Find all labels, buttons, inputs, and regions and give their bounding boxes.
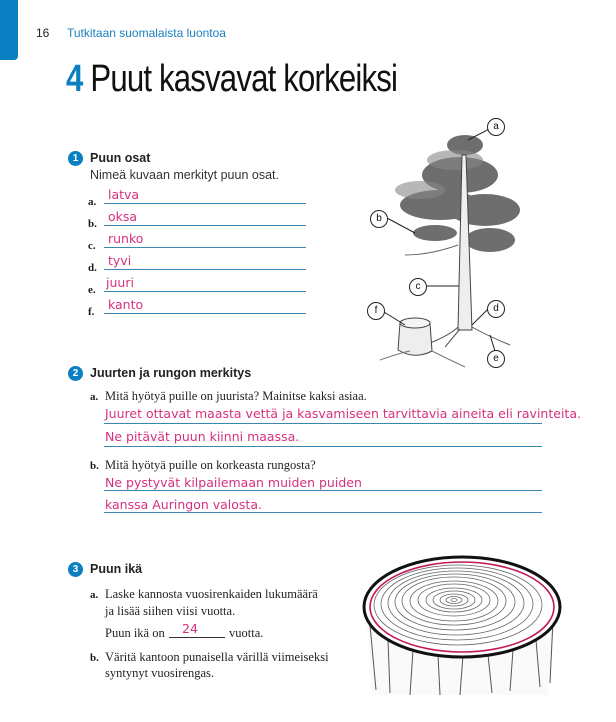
section-badge-2: 2 [68,366,83,381]
answer-line [104,512,542,513]
age-suffix: vuotta. [229,626,264,640]
answer-a[interactable]: latva [108,187,140,202]
item-letter: f. [88,306,95,318]
question-3a-line2: ja lisää siihen viisi vuotta. [105,604,236,618]
question-3b-line1: Väritä kantoon punaisella värillä viimeiseksi [105,650,329,664]
section-heading-2: Juurten ja rungon merkitys [90,366,252,380]
figure-label-b: b [370,210,388,228]
answer-f[interactable]: kanto [108,297,144,312]
item-letter: e. [88,284,96,296]
question-letter: b. [90,460,99,472]
question-letter: a. [90,391,99,403]
section-badge-3: 3 [68,562,83,577]
figure-label-c: c [409,278,427,296]
question-2a: Mitä hyötyä puille on juurista? Mainitse kaksi asiaa. [105,389,367,403]
answer-line [104,225,306,226]
item-letter: a. [88,196,97,208]
answer-line [104,203,306,204]
item-letter: d. [88,262,97,274]
answer-2b-line1[interactable]: Ne pystyvät kilpailemaan muiden puiden [105,475,362,490]
page-edge-tab [0,0,18,60]
age-answer[interactable]: 24 [182,621,198,636]
answer-line [104,313,306,314]
chapter-number: 4 [66,58,83,100]
section-badge-1: 1 [68,151,83,166]
answer-line [104,269,306,270]
figure-label-a: a [487,118,505,136]
question-3a-line1: Laske kannosta vuosirenkaiden lukumäärä [105,587,318,601]
question-3b-line2: syntynyt vuosirengas. [105,666,215,680]
figure-label-e: e [487,350,505,368]
page-number: 16 [36,26,50,40]
figure-label-d: d [487,300,505,318]
answer-line [104,446,542,447]
answer-d[interactable]: tyvi [108,253,132,268]
age-prefix: Puun ikä on [105,626,165,640]
item-letter: c. [88,240,96,252]
question-letter: a. [90,589,99,601]
answer-2a-line1[interactable]: Juuret ottavat maasta vettä ja kasvamiseen tarvittavia aineita eli ravinteita. [105,406,581,421]
running-head: Tutkitaan suomalaista luontoa [67,26,226,40]
instruction-1: Nimeä kuvaan merkityt puun osat. [90,168,279,182]
item-letter: b. [88,218,97,230]
stump-rings-illustration [358,555,568,715]
answer-line [104,291,306,292]
section-heading-1: Puun osat [90,151,151,165]
chapter-title: Puut kasvavat korkeiksi [90,58,398,100]
tree-illustration [360,115,530,375]
question-letter: b. [90,652,99,664]
age-answer-line [169,637,225,638]
answer-line [104,490,542,491]
section-heading-3: Puun ikä [90,562,143,576]
question-2b: Mitä hyötyä puille on korkeasta rungosta? [105,458,316,472]
answer-e[interactable]: juuri [106,275,134,290]
page-title [66,58,397,101]
answer-c[interactable]: runko [108,231,144,246]
answer-2b-line2[interactable]: kanssa Auringon valosta. [105,497,262,512]
answer-line [104,247,306,248]
figure-label-f: f [367,302,385,320]
answer-2a-line2[interactable]: Ne pitävät puun kiinni maassa. [105,429,300,444]
answer-b[interactable]: oksa [108,209,138,224]
answer-line [104,423,542,424]
